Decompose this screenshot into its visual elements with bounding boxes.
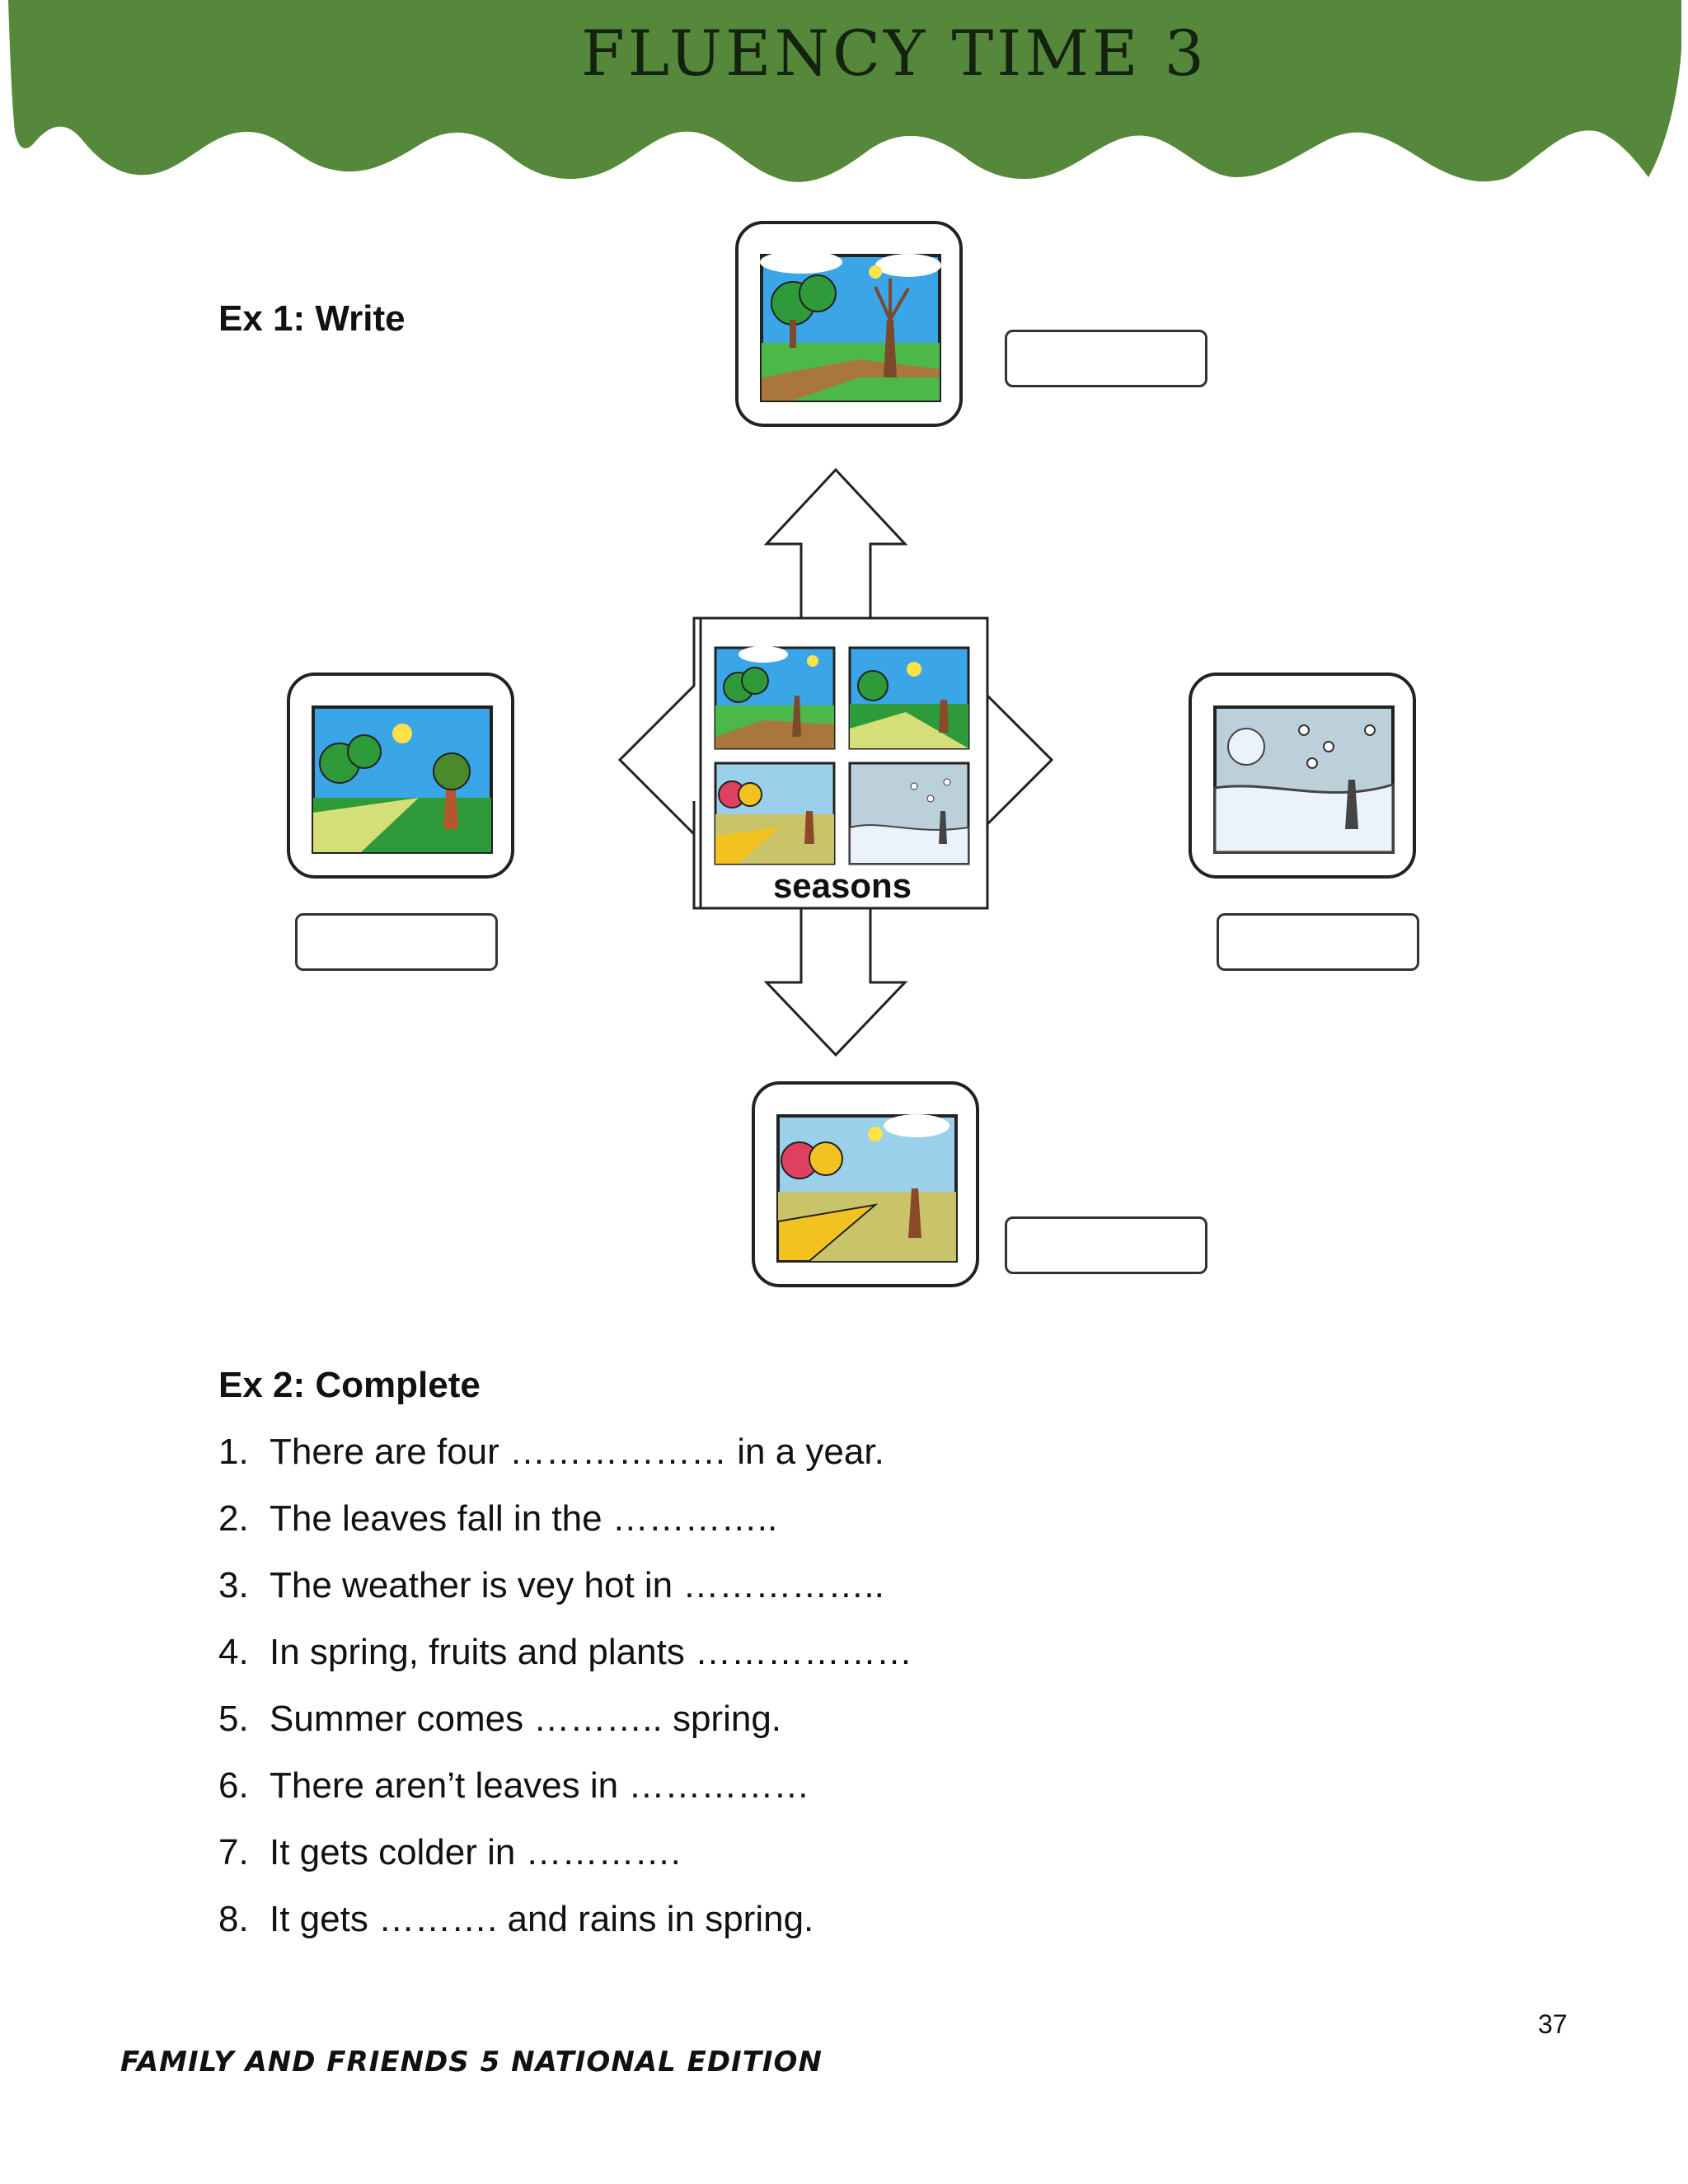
book-footer: FAMILY AND FRIENDS 5 NATIONAL EDITION xyxy=(120,2046,823,2079)
summer-landscape-icon xyxy=(312,705,493,854)
list-item: 4. In spring, fruits and plants ……………… xyxy=(218,1632,913,1672)
summer-landscape-icon xyxy=(848,646,970,750)
list-item: 2. The leaves fall in the ………….. xyxy=(218,1498,778,1539)
autumn-landscape-icon xyxy=(714,762,836,865)
list-item: 1. There are four ……………… in a year. xyxy=(218,1432,884,1472)
winter-answer-box[interactable] xyxy=(1217,913,1419,971)
summer-answer-box[interactable] xyxy=(295,913,498,971)
winter-picture-frame xyxy=(1189,673,1416,879)
list-item: 6. There aren’t leaves in …………… xyxy=(218,1765,810,1806)
ex2-heading: Ex 2: Complete xyxy=(218,1365,481,1405)
page-number: 37 xyxy=(1538,2009,1568,2039)
spring-landscape-icon xyxy=(714,646,836,750)
seasons-label: seasons xyxy=(772,866,912,905)
winter-landscape-icon xyxy=(1213,705,1395,854)
cross-arrow-icon xyxy=(554,466,1131,1063)
list-item: 5. Summer comes ……….. spring. xyxy=(218,1699,782,1739)
autumn-answer-box[interactable] xyxy=(1005,1216,1207,1274)
ex1-heading: Ex 1: Write xyxy=(218,298,406,339)
winter-landscape-icon xyxy=(848,762,970,865)
spring-answer-box[interactable] xyxy=(1005,330,1207,387)
summer-picture-frame xyxy=(287,673,514,879)
spring-landscape-icon xyxy=(760,254,941,402)
list-item: 8. It gets ………. and rains in spring. xyxy=(218,1899,814,1939)
list-item: 3. The weather is vey hot in …………….. xyxy=(218,1565,884,1605)
spring-picture-frame xyxy=(735,221,963,427)
list-item: 7. It gets colder in …………. xyxy=(218,1832,681,1872)
autumn-picture-frame xyxy=(752,1081,979,1287)
page-title: FLUENCY TIME 3 xyxy=(580,16,1208,90)
autumn-landscape-icon xyxy=(776,1114,958,1263)
